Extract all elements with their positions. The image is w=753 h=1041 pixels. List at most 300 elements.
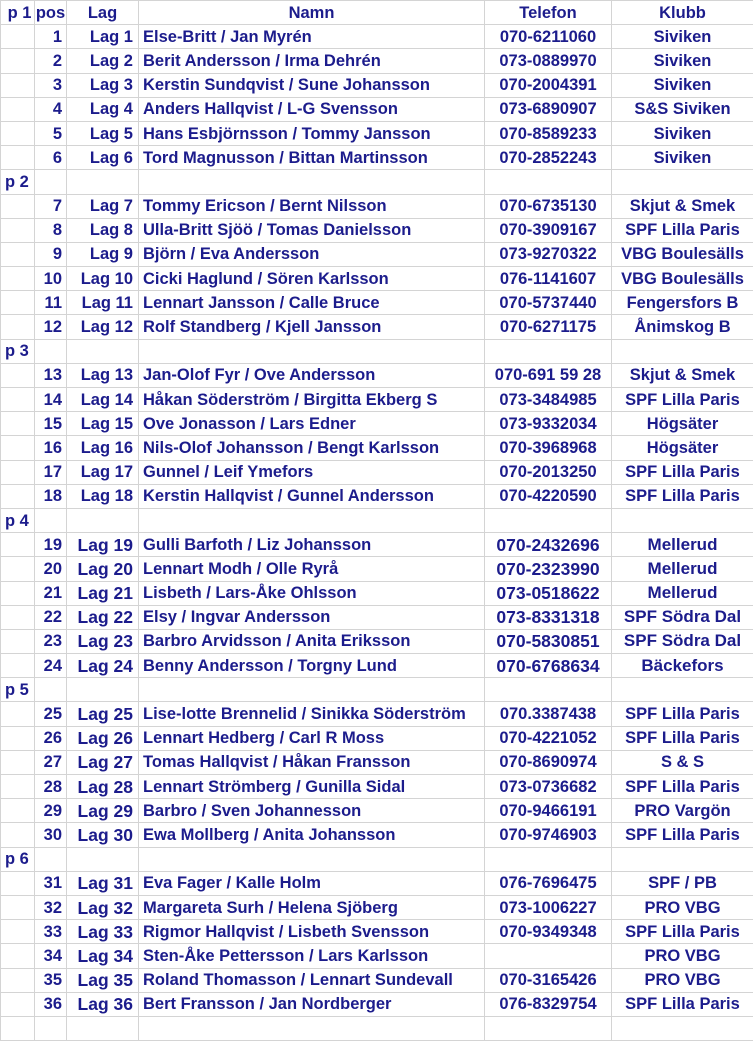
pos-cell: 24 <box>35 654 67 678</box>
lag-cell: Lag 1 <box>67 25 139 49</box>
header-row <box>1 1 753 25</box>
klubb-cell: SPF Lilla Paris <box>612 218 753 242</box>
pos-cell: 27 <box>35 750 67 774</box>
telefon-cell: 070-2432696 <box>485 533 612 557</box>
lag-cell: Lag 11 <box>67 291 139 315</box>
klubb-cell: VBG Boulesälls <box>612 267 753 291</box>
lag-cell: Lag 3 <box>67 73 139 97</box>
klubb-cell: SPF Lilla Paris <box>612 775 753 799</box>
pos-cell: 2 <box>35 49 67 73</box>
klubb-cell: Mellerud <box>612 533 753 557</box>
namn-cell: Berit Andersson / Irma Dehrén <box>139 49 485 73</box>
pos-cell: 8 <box>35 218 67 242</box>
empty-cell <box>1 992 35 1016</box>
telefon-cell: 070-4220590 <box>485 484 612 508</box>
lag-cell: Lag 2 <box>67 49 139 73</box>
table-row <box>1 920 753 944</box>
klubb-cell: PRO VBG <box>612 944 753 968</box>
klubb-cell: SPF Lilla Paris <box>612 823 753 847</box>
lag-cell: Lag 21 <box>67 581 139 605</box>
lag-cell: Lag 14 <box>67 388 139 412</box>
klubb-cell: SPF Lilla Paris <box>612 388 753 412</box>
telefon-cell: 073-1006227 <box>485 895 612 919</box>
pos-cell: 35 <box>35 968 67 992</box>
klubb-cell: Siviken <box>612 146 753 170</box>
telefon-cell: 070-2013250 <box>485 460 612 484</box>
telefon-cell: 073-8331318 <box>485 605 612 629</box>
lag-cell: Lag 33 <box>67 920 139 944</box>
table-row <box>1 388 753 412</box>
pos-cell: 29 <box>35 799 67 823</box>
namn-cell: Roland Thomasson / Lennart Sundevall <box>139 968 485 992</box>
lag-cell: Lag 34 <box>67 944 139 968</box>
telefon-cell: 070-3909167 <box>485 218 612 242</box>
namn-cell: Tord Magnusson / Bittan Martinsson <box>139 146 485 170</box>
telefon-cell: 076-7696475 <box>485 871 612 895</box>
table-row <box>1 49 753 73</box>
klubb-cell: Bäckefors <box>612 654 753 678</box>
empty-cell <box>1 146 35 170</box>
klubb-cell: Högsäter <box>612 436 753 460</box>
empty-cell <box>1 218 35 242</box>
namn-cell: Rolf Standberg / Kjell Jansson <box>139 315 485 339</box>
empty-cell <box>1 121 35 145</box>
empty-cell <box>1 194 35 218</box>
pos-cell: 33 <box>35 920 67 944</box>
section-label: p 2 <box>1 170 35 194</box>
telefon-cell: 070-2004391 <box>485 73 612 97</box>
klubb-cell: SPF Lilla Paris <box>612 460 753 484</box>
telefon-cell: 070-6768634 <box>485 654 612 678</box>
empty-cell <box>139 847 485 871</box>
namn-cell: Hans Esbjörnsson / Tommy Jansson <box>139 121 485 145</box>
empty-cell <box>139 1016 485 1040</box>
pos-cell: 32 <box>35 895 67 919</box>
empty-cell <box>485 847 612 871</box>
pos-cell: 20 <box>35 557 67 581</box>
namn-cell: Margareta Surh / Helena Sjöberg <box>139 895 485 919</box>
pos-cell: 19 <box>35 533 67 557</box>
table-row <box>1 194 753 218</box>
table-row <box>1 484 753 508</box>
namn-cell: Benny Andersson / Torgny Lund <box>139 654 485 678</box>
lag-cell: Lag 13 <box>67 363 139 387</box>
pos-cell: 1 <box>35 25 67 49</box>
empty-cell <box>1 363 35 387</box>
klubb-cell: SPF Lilla Paris <box>612 992 753 1016</box>
namn-cell: Anders Hallqvist / L-G Svensson <box>139 97 485 121</box>
pos-cell: 18 <box>35 484 67 508</box>
namn-cell: Ewa Mollberg / Anita Johansson <box>139 823 485 847</box>
pos-cell: 12 <box>35 315 67 339</box>
klubb-cell: Högsäter <box>612 412 753 436</box>
telefon-cell: 076-1141607 <box>485 267 612 291</box>
empty-cell <box>35 170 67 194</box>
lag-cell: Lag 36 <box>67 992 139 1016</box>
table-row <box>1 992 753 1016</box>
empty-cell <box>1 267 35 291</box>
empty-cell <box>1 823 35 847</box>
table-row <box>1 267 753 291</box>
namn-cell: Eva Fager / Kalle Holm <box>139 871 485 895</box>
telefon-cell: 070-3165426 <box>485 968 612 992</box>
empty-cell <box>1 388 35 412</box>
namn-cell: Nils-Olof Johansson / Bengt Karlsson <box>139 436 485 460</box>
empty-cell <box>1 49 35 73</box>
empty-cell <box>612 1016 753 1040</box>
empty-cell <box>485 170 612 194</box>
table-row <box>1 412 753 436</box>
empty-cell <box>67 508 139 532</box>
klubb-cell: SPF Lilla Paris <box>612 702 753 726</box>
lag-cell: Lag 17 <box>67 460 139 484</box>
table-row <box>1 968 753 992</box>
empty-cell <box>485 339 612 363</box>
klubb-cell: Skjut & Smek <box>612 194 753 218</box>
pos-cell: 11 <box>35 291 67 315</box>
lag-cell: Lag 18 <box>67 484 139 508</box>
pos-cell: 4 <box>35 97 67 121</box>
namn-cell: Lennart Jansson / Calle Bruce <box>139 291 485 315</box>
lag-cell: Lag 6 <box>67 146 139 170</box>
telefon-cell: 070-5737440 <box>485 291 612 315</box>
empty-cell <box>1 629 35 653</box>
table-row <box>1 242 753 266</box>
pos-cell: 21 <box>35 581 67 605</box>
telefon-cell: 070-3968968 <box>485 436 612 460</box>
table-row <box>1 557 753 581</box>
namn-cell: Björn / Eva Andersson <box>139 242 485 266</box>
empty-cell <box>1 1016 35 1040</box>
pos-cell: 23 <box>35 629 67 653</box>
klubb-cell: Siviken <box>612 73 753 97</box>
namn-cell: Rigmor Hallqvist / Lisbeth Svensson <box>139 920 485 944</box>
telefon-cell: 070-9349348 <box>485 920 612 944</box>
namn-cell: Lennart Hedberg / Carl R Moss <box>139 726 485 750</box>
table-row <box>1 97 753 121</box>
table-row <box>1 629 753 653</box>
table-row <box>1 460 753 484</box>
namn-cell: Cicki Haglund / Sören Karlsson <box>139 267 485 291</box>
empty-cell <box>1 968 35 992</box>
lag-cell: Lag 9 <box>67 242 139 266</box>
empty-cell <box>612 508 753 532</box>
table-row <box>1 121 753 145</box>
namn-cell: Jan-Olof Fyr / Ove Andersson <box>139 363 485 387</box>
pos-cell: 13 <box>35 363 67 387</box>
header-telefon: Telefon <box>485 1 612 25</box>
empty-cell <box>67 1016 139 1040</box>
telefon-cell: 070-9466191 <box>485 799 612 823</box>
empty-cell <box>1 25 35 49</box>
klubb-cell: PRO VBG <box>612 895 753 919</box>
namn-cell: Bert Fransson / Jan Nordberger <box>139 992 485 1016</box>
namn-cell: Gulli Barfoth / Liz Johansson <box>139 533 485 557</box>
table-row <box>1 315 753 339</box>
lag-cell: Lag 31 <box>67 871 139 895</box>
telefon-cell: 076-8329754 <box>485 992 612 1016</box>
telefon-cell: 070-8690974 <box>485 750 612 774</box>
pos-cell: 17 <box>35 460 67 484</box>
table-body <box>1 1 753 1041</box>
klubb-cell: Siviken <box>612 49 753 73</box>
klubb-cell: Fengersfors B <box>612 291 753 315</box>
empty-cell <box>67 170 139 194</box>
lag-cell: Lag 35 <box>67 968 139 992</box>
empty-cell <box>485 1016 612 1040</box>
pos-cell: 9 <box>35 242 67 266</box>
klubb-cell: SPF Lilla Paris <box>612 484 753 508</box>
klubb-cell: Siviken <box>612 121 753 145</box>
klubb-cell: PRO VBG <box>612 968 753 992</box>
telefon-cell: 070-691 59 28 <box>485 363 612 387</box>
namn-cell: Lise-lotte Brennelid / Sinikka Söderström <box>139 702 485 726</box>
empty-cell <box>612 678 753 702</box>
namn-cell: Else-Britt / Jan Myrén <box>139 25 485 49</box>
pos-cell: 6 <box>35 146 67 170</box>
empty-cell <box>1 73 35 97</box>
header-namn: Namn <box>139 1 485 25</box>
namn-cell: Kerstin Hallqvist / Gunnel Andersson <box>139 484 485 508</box>
empty-cell <box>1 581 35 605</box>
klubb-cell: Skjut & Smek <box>612 363 753 387</box>
empty-cell <box>139 508 485 532</box>
telefon-cell: 070-4221052 <box>485 726 612 750</box>
namn-cell: Lennart Modh / Olle Ryrå <box>139 557 485 581</box>
table-row <box>1 750 753 774</box>
table-row <box>1 533 753 557</box>
telefon-cell: 070-6735130 <box>485 194 612 218</box>
empty-cell <box>1 412 35 436</box>
namn-cell: Lisbeth / Lars-Åke Ohlsson <box>139 581 485 605</box>
telefon-cell: 073-0518622 <box>485 581 612 605</box>
telefon-cell: 073-0736682 <box>485 775 612 799</box>
klubb-cell: SPF Södra Dal <box>612 629 753 653</box>
lag-cell: Lag 28 <box>67 775 139 799</box>
empty-cell <box>1 702 35 726</box>
klubb-cell: Mellerud <box>612 557 753 581</box>
telefon-cell: 070-5830851 <box>485 629 612 653</box>
empty-cell <box>1 920 35 944</box>
telefon-cell: 070-2323990 <box>485 557 612 581</box>
pos-cell: 7 <box>35 194 67 218</box>
klubb-cell: Siviken <box>612 25 753 49</box>
empty-cell <box>35 508 67 532</box>
namn-cell: Ove Jonasson / Lars Edner <box>139 412 485 436</box>
empty-cell <box>1 557 35 581</box>
telefon-cell: 073-6890907 <box>485 97 612 121</box>
table-row <box>1 654 753 678</box>
empty-cell <box>1 436 35 460</box>
table-row <box>1 218 753 242</box>
telefon-cell: 070-6271175 <box>485 315 612 339</box>
telefon-cell: 073-0889970 <box>485 49 612 73</box>
empty-cell <box>1 775 35 799</box>
empty-cell <box>139 678 485 702</box>
telefon-cell: 073-3484985 <box>485 388 612 412</box>
empty-cell <box>1 460 35 484</box>
lag-cell: Lag 26 <box>67 726 139 750</box>
pos-cell: 26 <box>35 726 67 750</box>
klubb-cell: SPF Lilla Paris <box>612 726 753 750</box>
pos-cell: 16 <box>35 436 67 460</box>
empty-cell <box>1 97 35 121</box>
empty-cell <box>35 339 67 363</box>
lag-cell: Lag 10 <box>67 267 139 291</box>
table-row <box>1 823 753 847</box>
pos-cell: 5 <box>35 121 67 145</box>
empty-cell <box>1 605 35 629</box>
lag-cell: Lag 15 <box>67 412 139 436</box>
namn-cell: Barbro Arvidsson / Anita Eriksson <box>139 629 485 653</box>
table-row <box>1 871 753 895</box>
klubb-cell: S&S Siviken <box>612 97 753 121</box>
klubb-cell: SPF Södra Dal <box>612 605 753 629</box>
lag-cell: Lag 16 <box>67 436 139 460</box>
section-label: p 6 <box>1 847 35 871</box>
table-row <box>1 581 753 605</box>
pos-cell: 36 <box>35 992 67 1016</box>
table-row <box>1 25 753 49</box>
table-row <box>1 726 753 750</box>
section-row <box>1 508 753 532</box>
klubb-cell: Mellerud <box>612 581 753 605</box>
pos-cell: 30 <box>35 823 67 847</box>
lag-cell: Lag 19 <box>67 533 139 557</box>
namn-cell: Håkan Söderström / Birgitta Ekberg S <box>139 388 485 412</box>
section-row <box>1 339 753 363</box>
klubb-cell: Ånimskog B <box>612 315 753 339</box>
empty-cell <box>1 799 35 823</box>
telefon-cell: 070-9746903 <box>485 823 612 847</box>
lag-cell: Lag 25 <box>67 702 139 726</box>
header-klubb: Klubb <box>612 1 753 25</box>
pos-cell: 34 <box>35 944 67 968</box>
namn-cell: Tommy Ericson / Bernt Nilsson <box>139 194 485 218</box>
namn-cell: Sten-Åke Pettersson / Lars Karlsson <box>139 944 485 968</box>
lag-cell: Lag 7 <box>67 194 139 218</box>
empty-cell <box>1 291 35 315</box>
table-row <box>1 291 753 315</box>
empty-cell <box>485 678 612 702</box>
empty-cell <box>139 339 485 363</box>
klubb-cell: SPF / PB <box>612 871 753 895</box>
lag-cell: Lag 30 <box>67 823 139 847</box>
pos-cell: 15 <box>35 412 67 436</box>
lag-cell: Lag 4 <box>67 97 139 121</box>
lag-cell: Lag 29 <box>67 799 139 823</box>
empty-cell <box>1 654 35 678</box>
section-row <box>1 170 753 194</box>
empty-cell <box>67 847 139 871</box>
empty-cell <box>1 750 35 774</box>
table-row <box>1 895 753 919</box>
empty-cell <box>1 315 35 339</box>
namn-cell: Elsy / Ingvar Andersson <box>139 605 485 629</box>
empty-cell <box>35 678 67 702</box>
empty-cell <box>67 678 139 702</box>
empty-cell <box>1 242 35 266</box>
lag-cell: Lag 24 <box>67 654 139 678</box>
empty-cell <box>35 847 67 871</box>
lag-cell: Lag 12 <box>67 315 139 339</box>
lag-cell: Lag 5 <box>67 121 139 145</box>
lag-cell: Lag 23 <box>67 629 139 653</box>
klubb-cell: VBG Boulesälls <box>612 242 753 266</box>
empty-cell <box>1 533 35 557</box>
klubb-cell: SPF Lilla Paris <box>612 920 753 944</box>
section-row <box>1 678 753 702</box>
table-row <box>1 775 753 799</box>
pos-cell: 22 <box>35 605 67 629</box>
lag-cell: Lag 8 <box>67 218 139 242</box>
empty-cell <box>67 339 139 363</box>
header-p: p 1 <box>1 1 35 25</box>
section-label: p 3 <box>1 339 35 363</box>
namn-cell: Ulla-Britt Sjöö / Tomas Danielsson <box>139 218 485 242</box>
table-row <box>1 436 753 460</box>
telefon-cell: 070.3387438 <box>485 702 612 726</box>
telefon-cell: 070-6211060 <box>485 25 612 49</box>
pos-cell: 3 <box>35 73 67 97</box>
empty-row <box>1 1016 753 1040</box>
namn-cell: Barbro / Sven Johannesson <box>139 799 485 823</box>
table-row <box>1 605 753 629</box>
section-label: p 4 <box>1 508 35 532</box>
header-lag: Lag <box>67 1 139 25</box>
lag-cell: Lag 32 <box>67 895 139 919</box>
empty-cell <box>1 944 35 968</box>
namn-cell: Gunnel / Leif Ymefors <box>139 460 485 484</box>
telefon-cell: 070-8589233 <box>485 121 612 145</box>
empty-cell <box>1 895 35 919</box>
pos-cell: 25 <box>35 702 67 726</box>
table-row <box>1 73 753 97</box>
lag-cell: Lag 27 <box>67 750 139 774</box>
pos-cell: 31 <box>35 871 67 895</box>
section-row <box>1 847 753 871</box>
table-row <box>1 363 753 387</box>
namn-cell: Lennart Strömberg / Gunilla Sidal <box>139 775 485 799</box>
pos-cell: 28 <box>35 775 67 799</box>
header-pos: pos <box>35 1 67 25</box>
table-row <box>1 944 753 968</box>
empty-cell <box>1 484 35 508</box>
pos-cell: 10 <box>35 267 67 291</box>
section-label: p 5 <box>1 678 35 702</box>
telefon-cell <box>485 944 612 968</box>
lag-cell: Lag 22 <box>67 605 139 629</box>
empty-cell <box>139 170 485 194</box>
table-row <box>1 799 753 823</box>
empty-cell <box>1 726 35 750</box>
empty-cell <box>35 1016 67 1040</box>
empty-cell <box>612 170 753 194</box>
empty-cell <box>1 871 35 895</box>
klubb-cell: PRO Vargön <box>612 799 753 823</box>
empty-cell <box>485 508 612 532</box>
namn-cell: Tomas Hallqvist / Håkan Fransson <box>139 750 485 774</box>
lag-cell: Lag 20 <box>67 557 139 581</box>
namn-cell: Kerstin Sundqvist / Sune Johansson <box>139 73 485 97</box>
pos-cell: 14 <box>35 388 67 412</box>
empty-cell <box>612 847 753 871</box>
table-row <box>1 702 753 726</box>
telefon-cell: 070-2852243 <box>485 146 612 170</box>
klubb-cell: S & S <box>612 750 753 774</box>
telefon-cell: 073-9332034 <box>485 412 612 436</box>
telefon-cell: 073-9270322 <box>485 242 612 266</box>
